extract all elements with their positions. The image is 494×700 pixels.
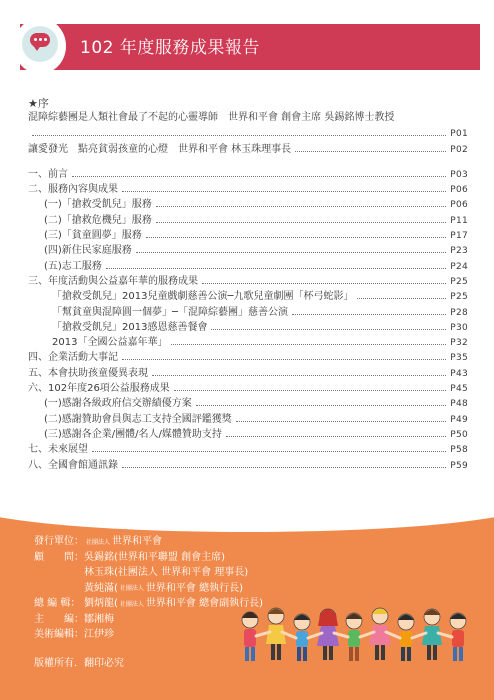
credit-line	[34, 563, 263, 579]
toc-row[interactable]	[28, 333, 468, 348]
toc-row[interactable]	[28, 440, 468, 455]
dot-leader	[106, 268, 446, 269]
dot-leader	[171, 344, 446, 345]
page-number: P06	[450, 200, 468, 211]
page-number: P50	[450, 429, 468, 440]
page-number: P06	[450, 185, 468, 196]
toc-row[interactable]	[28, 394, 468, 409]
page-number: P01	[450, 129, 468, 140]
page-number: P30	[450, 322, 468, 333]
toc-row[interactable]	[28, 241, 468, 256]
toc-entry-text: (三)「貧童圓夢」服務	[44, 230, 142, 242]
toc-row[interactable]	[28, 210, 468, 225]
toc-row[interactable]	[28, 287, 468, 302]
toc-row[interactable]	[28, 379, 468, 394]
credit-value: 吳錫銘(世界和平聯盟 創會主席)	[84, 551, 225, 563]
credit-tag: 社團法人	[86, 538, 111, 546]
page-number: P25	[450, 276, 468, 287]
credit-value: 世界和平會 總會副執行長)	[145, 598, 264, 609]
bubble-dot	[39, 38, 42, 41]
bubble-dot	[34, 38, 37, 41]
credit-line	[34, 579, 263, 595]
credit-value: 林玉珠(社團法人 世界和平會 理事長)	[84, 567, 249, 578]
toc-row[interactable]	[28, 272, 468, 287]
page-number: P17	[450, 231, 468, 242]
toc-entry-text: 六、102年度26項公益服務成果	[28, 383, 170, 395]
toc-entry-text: (二)感謝贊助會員與志工支持全國評鑑獲獎	[44, 413, 232, 425]
toc-row[interactable]	[28, 318, 468, 333]
toc-row[interactable]	[28, 348, 468, 363]
speech-bubble-icon	[22, 26, 58, 62]
credit-label: 顧 問：	[34, 551, 84, 563]
dot-leader	[357, 298, 446, 299]
dot-leader	[196, 405, 446, 406]
credit-line	[34, 548, 263, 564]
credit-label: 主 編：	[34, 613, 84, 625]
preface-heading: ★序	[28, 97, 49, 110]
toc-row[interactable]	[28, 226, 468, 241]
toc-entry-text: 三、年度活動與公益嘉年華的服務成果	[28, 275, 198, 287]
dot-leader	[174, 390, 446, 391]
toc-row[interactable]	[28, 363, 468, 378]
dot-leader	[156, 222, 446, 223]
page-title: 102 年度服務成果報告	[80, 38, 260, 58]
toc-row[interactable]	[28, 455, 468, 470]
dot-leader	[202, 283, 446, 284]
toc-row[interactable]	[28, 256, 468, 271]
toc-entry-text: (一)感謝各級政府信交辦績優方案	[44, 398, 192, 410]
dot-leader	[122, 467, 446, 468]
toc-entry-text: 二、服務內容與成果	[28, 184, 118, 196]
dot-leader	[92, 451, 446, 452]
credit-line	[34, 532, 263, 548]
dot-leader	[32, 135, 446, 136]
page-number: P11	[450, 215, 468, 226]
page-number: P59	[450, 460, 468, 471]
toc-entry-text: 五、本會扶助孩童優異表現	[28, 367, 148, 379]
toc-entry-text: 2013「全國公益嘉年華」	[52, 337, 168, 349]
credit-line	[34, 594, 263, 610]
credit-value: 鄒湘梅	[84, 613, 114, 625]
toc-entry-text: 「搶救受飢兒」2013兒童戲劇慈善公演─九歌兒童劇團「杯弓蛇影」	[52, 291, 354, 303]
bubble-dot	[44, 38, 47, 41]
dot-leader	[146, 237, 446, 238]
toc-entry-text: (三)感謝各企業/團體/名人/媒體贊助支持	[44, 428, 222, 440]
page-number: P49	[450, 414, 468, 425]
page-number: P32	[450, 338, 468, 349]
credit-tag: 社團法人	[119, 600, 144, 608]
dot-leader	[122, 359, 446, 360]
page-number: P25	[450, 292, 468, 303]
dot-leader	[122, 191, 446, 192]
page-number: P24	[450, 261, 468, 272]
footer-curve-decoration	[0, 472, 494, 532]
page-number: P43	[450, 368, 468, 379]
credit-label: 美術編輯：	[34, 629, 84, 640]
credit-value: 世界和平會 總執行長)	[145, 582, 244, 594]
dot-leader	[136, 252, 446, 253]
credit-tag: 社團法人	[119, 585, 144, 592]
page-number: P48	[450, 399, 468, 410]
toc-entry-text: 一、前言	[28, 168, 68, 180]
dot-leader	[295, 151, 446, 152]
credit-label: 總 編 輯：	[34, 598, 81, 609]
page-number: P35	[450, 353, 468, 364]
page-number: P58	[450, 445, 468, 456]
page-number: P28	[450, 307, 468, 318]
toc-row[interactable]	[28, 302, 468, 317]
toc-entry-text: (五)志工服務	[44, 260, 102, 272]
copyright-notice: 版權所有．翻印必究	[34, 658, 124, 669]
page-number: P45	[450, 384, 468, 395]
toc-entry-text: (二)「搶救危機兒」服務	[44, 214, 152, 226]
dot-leader	[292, 314, 446, 315]
page-number: P03	[450, 169, 468, 180]
credit-value: 世界和平會	[112, 536, 163, 547]
toc-entry-text: 「幫貧童與混障圓一個夢」─「混障綜藝團」慈善公演	[52, 306, 289, 318]
toc-entry-text: 「搶救受飢兒」2013感恩慈善餐會	[52, 321, 208, 333]
toc-row[interactable]	[28, 425, 468, 440]
credit-value: 劉炳龍(	[84, 598, 118, 609]
spacer	[28, 155, 468, 165]
toc-row[interactable]	[28, 180, 468, 195]
preface-entry-text: 混障綜藝團是人類社會最了不起的心靈導師 世界和平會 創會主席 吳錫銘博士教授	[28, 112, 395, 123]
dot-leader	[236, 421, 446, 422]
children-illustration	[236, 600, 476, 670]
credits-block	[34, 532, 263, 641]
credit-label: 發行單位：	[34, 536, 84, 547]
toc-row[interactable]	[28, 195, 468, 210]
dot-leader	[72, 176, 446, 177]
toc-row[interactable]	[28, 165, 468, 180]
toc-row[interactable]	[28, 124, 468, 139]
dot-leader	[211, 329, 446, 330]
bubble-tail	[32, 44, 42, 51]
table-of-contents	[28, 96, 468, 486]
toc-entry-text: 七、未來展望	[28, 444, 88, 456]
toc-row[interactable]	[28, 409, 468, 424]
toc-entry-text: (四)新住民家庭服務	[44, 245, 132, 257]
dot-leader	[226, 436, 446, 437]
dot-leader	[152, 375, 446, 376]
page-number: P23	[450, 246, 468, 257]
credit-value: 江伊珍	[84, 629, 114, 640]
credit-line	[34, 610, 263, 626]
dot-leader	[156, 206, 446, 207]
credit-line	[34, 625, 263, 641]
page-number: P02	[450, 144, 468, 155]
toc-entry-text: 四、企業活動大事記	[28, 352, 118, 364]
toc-row[interactable]	[28, 139, 468, 154]
toc-entry-text: (一)「搶救受飢兒」服務	[44, 199, 152, 211]
toc-entry-text: 八、全國會館通訊錄	[28, 459, 118, 471]
toc-entry-text: 讓愛發光 點亮貧弱孩童的心燈 世界和平會 林玉珠理事長	[28, 143, 292, 155]
credit-value: 黃純滿(	[84, 582, 118, 594]
